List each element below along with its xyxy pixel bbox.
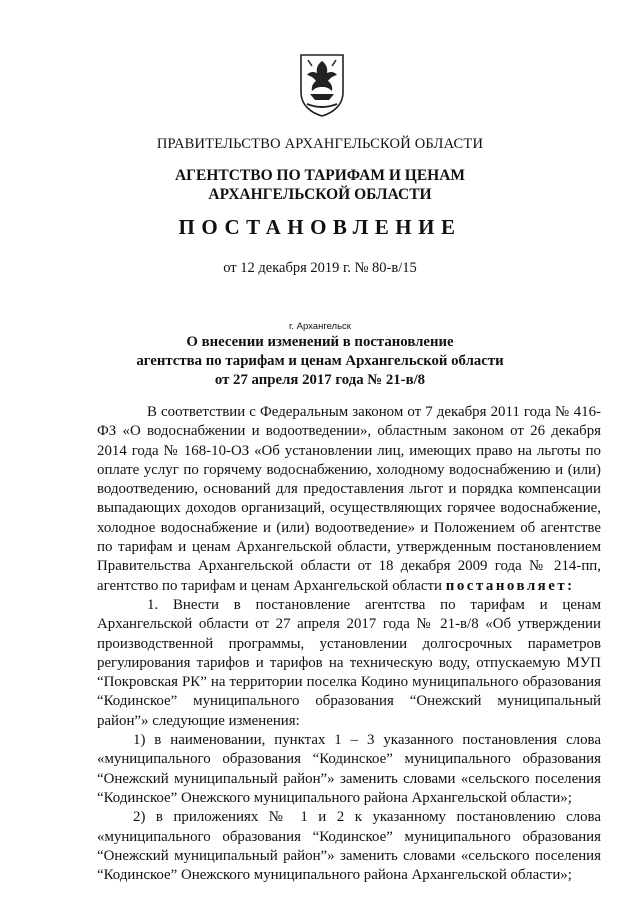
- title-line-2: агентства по тарифам и ценам Архангельской области: [136, 353, 504, 369]
- item-1-paragraph: 1. Внести в постановление агентства по тарифам и ценам Архангельской области от 27 апреля 2017 года № 21-в/8 «Об утверждении производственной программы, установлении долгосрочных параметров регулирования тарифов и тарифов на техническую воду, отпускаемую МУП “Покровская РК” на территории поселка Кодино муниципального образования “Кодинское” муниципального образования “Онежский муниципальный район”» следующие изменения:: [97, 596, 601, 729]
- subitem-2-paragraph: 2) в приложениях № 1 и 2 к указанному постановлению слова «муниципального образования “Кодинское” муниципального образования “Онежский муниципальный район”» заменить словами «сельского поселения “Кодинское” Онежского муниципального района Архангельской области»;: [97, 809, 601, 884]
- agency-name-line-1: АГЕНТСТВО ПО ТАРИФАМ И ЦЕНАМ: [174, 167, 466, 184]
- document-body: [97, 403, 601, 885]
- agency-name: [0, 166, 640, 204]
- preamble-paragraph: [97, 403, 601, 596]
- title-line-1: О внесении изменений в постановление: [186, 334, 454, 350]
- agency-name-line-2: АРХАНГЕЛЬСКОЙ ОБЛАСТИ: [208, 186, 432, 203]
- resolves-keyword: постановляет:: [445, 577, 575, 594]
- coat-of-arms-emblem: [298, 52, 346, 118]
- title-line-3: от 27 апреля 2017 года № 21-в/8: [214, 372, 426, 388]
- preamble-text: В соответствии с Федеральным законом от 7 декабря 2011 года № 416-ФЗ «О водоснабжении и водоотведении», областным законом от 26 декабря 2014 года № 168-10-ОЗ «Об установлении лиц, имеющих право на льготы по оплате услуг по горячему водоснабжению, холодному водоснабжению и (или) водоотведению, оснований для предоставления льгот и порядка компенсации выпадающих доходов организаций, осуществляющих горячее водоснабжение, холодное водоснабжение и (или) водоотведение» и Положением об агентстве по тарифам и ценам Архангельской области, утвержденным постановлением Правительства Архангельской области от 18 декабря 2009 года № 214-пп, агентство по тарифам и ценам Архангельской области: [97, 404, 601, 594]
- government-name: ПРАВИТЕЛЬСТВО АРХАНГЕЛЬСКОЙ ОБЛАСТИ: [156, 136, 484, 152]
- document-title: [0, 333, 640, 390]
- document-type-heading: ПОСТАНОВЛЕНИЕ: [178, 215, 462, 239]
- subitem-1-paragraph: 1) в наименовании, пунктах 1 – 3 указанного постановления слова «муниципального образования “Кодинское” муниципального образования “Онежский муниципальный район”» заменить словами «сельского поселения “Кодинское” Онежского муниципального района Архангельской области»;: [97, 732, 601, 806]
- date-and-number: от 12 декабря 2019 г. № 80-в/15: [223, 260, 417, 276]
- city-name: г. Архангельск: [289, 321, 351, 332]
